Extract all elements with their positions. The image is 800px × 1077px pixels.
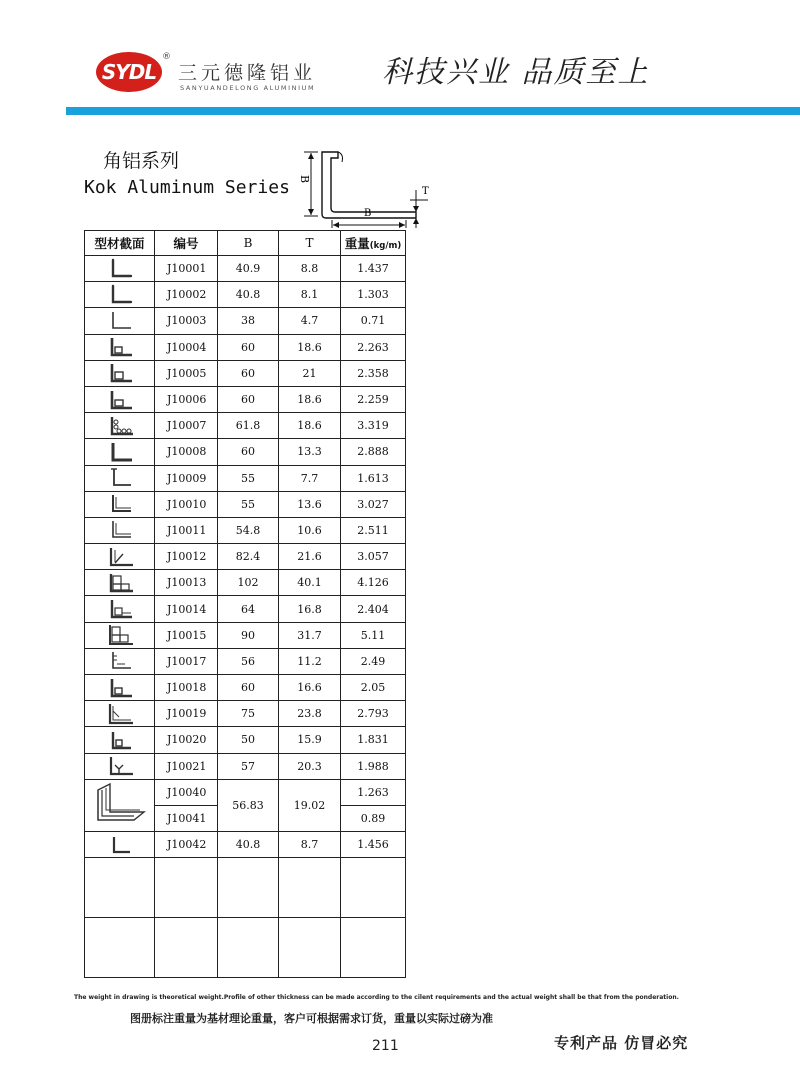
angle-profile-icon: [105, 755, 135, 777]
b-cell: 60: [218, 386, 279, 412]
t-cell: 7.7: [279, 465, 341, 491]
header-t: T: [279, 231, 341, 256]
code-cell: J10019: [155, 701, 218, 727]
table-row: [85, 544, 406, 570]
company-name-en: SANYUANDELONG ALUMINIUM: [180, 84, 316, 92]
series-title-en: Kok Aluminum Series: [84, 177, 290, 198]
series-title-cn: 角铝系列: [103, 150, 180, 172]
profile-cell: [85, 334, 155, 360]
profile-cell: [85, 596, 155, 622]
table-row: [85, 596, 406, 622]
t-cell: 40.1: [279, 570, 341, 596]
code-cell: J10013: [155, 570, 218, 596]
diagram-label-t: T: [422, 186, 429, 197]
t-cell: 13.3: [279, 439, 341, 465]
weight-cell: 0.89: [341, 805, 406, 831]
company-name-cn: 三元德隆铝业: [178, 62, 317, 84]
code-cell: J10004: [155, 334, 218, 360]
b-cell: 55: [218, 491, 279, 517]
b-cell: 55: [218, 465, 279, 491]
profile-cell: [85, 753, 155, 779]
blank-row: [85, 858, 406, 918]
weight-cell: 2.404: [341, 596, 406, 622]
weight-cell: 1.303: [341, 282, 406, 308]
angle-profile-icon: [105, 624, 135, 646]
weight-cell: 2.888: [341, 439, 406, 465]
profile-cell: [85, 675, 155, 701]
profile-cell: [85, 386, 155, 412]
registered-mark: ®: [162, 52, 171, 62]
angle-profile-icon: [105, 729, 135, 751]
weight-cell: 1.988: [341, 753, 406, 779]
profile-cell: [85, 544, 155, 570]
t-cell: 4.7: [279, 308, 341, 334]
t-cell: 18.6: [279, 334, 341, 360]
weight-cell: 3.027: [341, 491, 406, 517]
b-cell: 60: [218, 360, 279, 386]
header-weight-label: 重量: [344, 236, 370, 251]
table-row: [85, 491, 406, 517]
profile-cell: [85, 648, 155, 674]
profile-cell: [85, 308, 155, 334]
table-row: [85, 334, 406, 360]
b-cell: 61.8: [218, 413, 279, 439]
t-cell: 11.2: [279, 648, 341, 674]
spec-table: [84, 230, 406, 978]
company-logo: SYDL: [96, 52, 162, 92]
b-cell: 60: [218, 439, 279, 465]
code-cell: J10041: [155, 805, 218, 831]
table-row: [85, 648, 406, 674]
b-cell: 40.8: [218, 282, 279, 308]
angle-profile-icon: [105, 310, 135, 332]
weight-cell: 2.358: [341, 360, 406, 386]
diagram-label-b-horizontal: B: [364, 208, 372, 219]
header-divider-bar: [66, 107, 800, 115]
b-cell: 54.8: [218, 517, 279, 543]
b-cell: 56: [218, 648, 279, 674]
code-cell: J10015: [155, 622, 218, 648]
code-cell: J10006: [155, 386, 218, 412]
code-cell: J10040: [155, 779, 218, 805]
profile-cell: [85, 491, 155, 517]
weight-cell: 2.259: [341, 386, 406, 412]
angle-profile-icon: [105, 598, 135, 620]
profile-cell: [85, 256, 155, 282]
code-cell: J10007: [155, 413, 218, 439]
t-cell: 15.9: [279, 727, 341, 753]
b-cell: 50: [218, 727, 279, 753]
header-b: B: [218, 231, 279, 256]
patent-notice: 专利产品 仿冒必究: [554, 1034, 689, 1052]
table-row: [85, 727, 406, 753]
b-cell: 57: [218, 753, 279, 779]
footer-note-cn: 图册标注重量为基材理论重量，客户可根据需求订货，重量以实际过磅为准: [130, 1012, 493, 1025]
t-cell: 16.6: [279, 675, 341, 701]
weight-cell: 2.511: [341, 517, 406, 543]
t-cell: 8.1: [279, 282, 341, 308]
weight-cell: 3.319: [341, 413, 406, 439]
t-cell: 21.6: [279, 544, 341, 570]
table-row: [85, 753, 406, 779]
code-cell: J10017: [155, 648, 218, 674]
table-row: [85, 675, 406, 701]
page-number: 211: [372, 1038, 399, 1054]
weight-cell: 4.126: [341, 570, 406, 596]
angle-profile-icon: [105, 493, 135, 515]
code-cell: J10008: [155, 439, 218, 465]
t-cell: 18.6: [279, 413, 341, 439]
angle-profile-icon: [105, 519, 135, 541]
table-header-row: [85, 231, 406, 256]
angle-profile-icon: [105, 362, 135, 384]
profile-cell: [85, 779, 155, 831]
footer-note-en: The weight in drawing is theoretical weight.Profile of other thickness can be made according to the cilent requirements and the actual weight shall be that from the ponderation.: [74, 994, 679, 1001]
profile-cell: [85, 701, 155, 727]
b-cell: 60: [218, 675, 279, 701]
t-cell: 10.6: [279, 517, 341, 543]
weight-cell: 2.05: [341, 675, 406, 701]
table-row: [85, 282, 406, 308]
blank-row: [85, 918, 406, 978]
b-cell: 56.83: [218, 779, 279, 831]
table-row: [85, 439, 406, 465]
code-cell: J10014: [155, 596, 218, 622]
t-cell: 8.8: [279, 256, 341, 282]
angle-profile-icon: [105, 677, 135, 699]
table-row: [85, 570, 406, 596]
weight-cell: 2.49: [341, 648, 406, 674]
code-cell: J10001: [155, 256, 218, 282]
weight-cell: 1.263: [341, 779, 406, 805]
header-code: 编号: [155, 231, 218, 256]
table-row: [85, 465, 406, 491]
code-cell: J10005: [155, 360, 218, 386]
profile-cell: [85, 570, 155, 596]
angle-profile-icon: [105, 546, 135, 568]
weight-cell: 1.456: [341, 832, 406, 858]
t-cell: 31.7: [279, 622, 341, 648]
table-row: [85, 832, 406, 858]
t-cell: 13.6: [279, 491, 341, 517]
table-row: [85, 308, 406, 334]
diagram-label-b-vertical: B: [298, 175, 311, 184]
profile-cell: [85, 282, 155, 308]
weight-cell: 3.057: [341, 544, 406, 570]
t-cell: 8.7: [279, 832, 341, 858]
code-cell: J10012: [155, 544, 218, 570]
t-cell: 19.02: [279, 779, 341, 831]
profile-cell: [85, 413, 155, 439]
weight-cell: 2.263: [341, 334, 406, 360]
angle-profile-icon: [105, 703, 135, 725]
t-cell: 16.8: [279, 596, 341, 622]
weight-cell: 2.793: [341, 701, 406, 727]
angle-profile-icon: [105, 336, 135, 358]
b-cell: 75: [218, 701, 279, 727]
code-cell: J10010: [155, 491, 218, 517]
t-cell: 20.3: [279, 753, 341, 779]
b-cell: 60: [218, 334, 279, 360]
b-cell: 82.4: [218, 544, 279, 570]
angle-profile-icon: [105, 572, 135, 594]
profile-cell: [85, 727, 155, 753]
weight-cell: 1.437: [341, 256, 406, 282]
table-row: [85, 779, 406, 805]
table-row: [85, 386, 406, 412]
table-row: [85, 701, 406, 727]
angle-dimension-diagram-icon: [298, 148, 438, 230]
weight-cell: 1.613: [341, 465, 406, 491]
angle-profile-icon: [105, 441, 135, 463]
table-row: [85, 517, 406, 543]
table-row: [85, 360, 406, 386]
header-section: 型材截面: [85, 231, 155, 256]
b-cell: 40.8: [218, 832, 279, 858]
header-weight-unit: (kg/m): [369, 241, 402, 251]
t-cell: 23.8: [279, 701, 341, 727]
angle-profile-icon: [105, 467, 135, 489]
angle-profile-icon: [105, 834, 135, 856]
angle-profile-icon: [105, 258, 135, 280]
code-cell: J10009: [155, 465, 218, 491]
header-weight: [341, 231, 406, 256]
code-cell: J10021: [155, 753, 218, 779]
weight-cell: 5.11: [341, 622, 406, 648]
table-row: [85, 622, 406, 648]
perspective-angle-profile-icon: [90, 782, 150, 828]
slogan: 科技兴业 品质至上: [382, 55, 650, 90]
angle-profile-icon: [105, 284, 135, 306]
profile-cell: [85, 517, 155, 543]
table-row: [85, 413, 406, 439]
code-cell: J10020: [155, 727, 218, 753]
profile-cell: [85, 360, 155, 386]
weight-cell: 1.831: [341, 727, 406, 753]
profile-cell: [85, 439, 155, 465]
profile-cell: [85, 622, 155, 648]
profile-cell: [85, 465, 155, 491]
profile-cell: [85, 832, 155, 858]
weight-cell: 0.71: [341, 308, 406, 334]
angle-profile-icon: [105, 415, 135, 437]
b-cell: 64: [218, 596, 279, 622]
angle-profile-icon: [105, 389, 135, 411]
code-cell: J10002: [155, 282, 218, 308]
b-cell: 90: [218, 622, 279, 648]
code-cell: J10003: [155, 308, 218, 334]
code-cell: J10018: [155, 675, 218, 701]
table-row: [85, 256, 406, 282]
code-cell: J10042: [155, 832, 218, 858]
code-cell: J10011: [155, 517, 218, 543]
angle-profile-icon: [105, 650, 135, 672]
b-cell: 40.9: [218, 256, 279, 282]
b-cell: 38: [218, 308, 279, 334]
t-cell: 21: [279, 360, 341, 386]
b-cell: 102: [218, 570, 279, 596]
t-cell: 18.6: [279, 386, 341, 412]
